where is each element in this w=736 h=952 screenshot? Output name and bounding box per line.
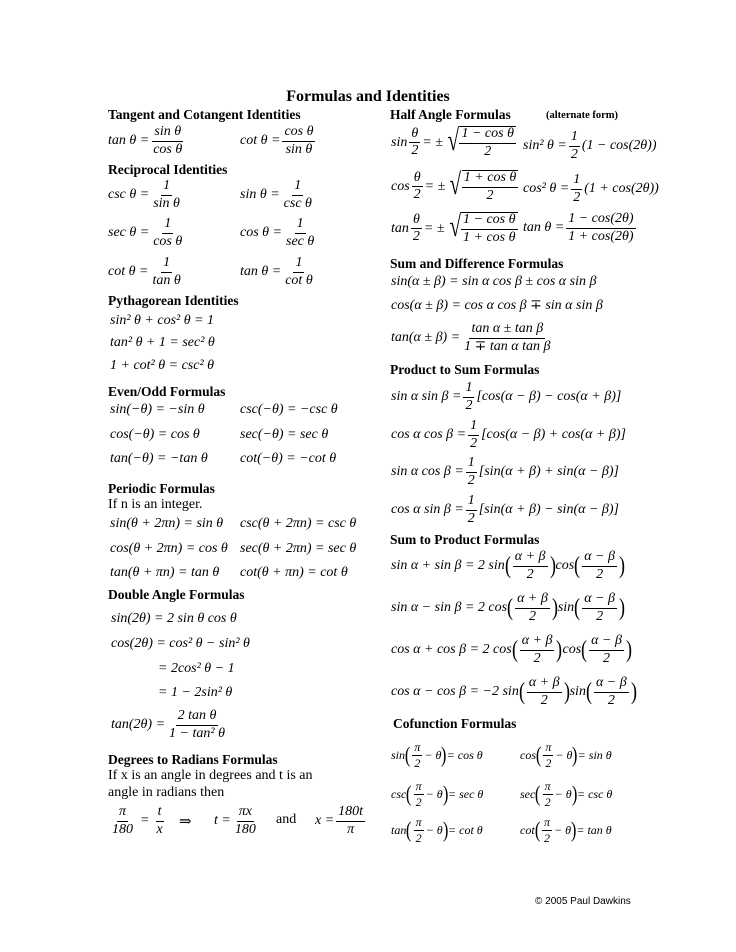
- formula-tan-def: tan θ = $\frac{\text{sin θ}}{\text{cos θ}}$: [108, 124, 183, 157]
- formula-ha-cos: cos $\frac{\theta}{2}$ = ± √ $\frac{\text{1 + cos θ}}{2}$: [391, 168, 517, 203]
- formula-sin-recip: sin θ = $\frac{1}{\text{csc θ}}$: [240, 178, 312, 211]
- formula-pe-cos: cos(θ + 2πn) = cos θ: [110, 541, 228, 556]
- formula-tan-recip: tan θ = $\frac{1}{\text{cot θ}}$: [240, 255, 313, 288]
- formula-cot: cot θ = $\frac{1}{\text{tan θ}}$: [108, 255, 181, 288]
- heading-cofunction: Cofunction Formulas: [393, 716, 517, 731]
- formula-pe-tan: tan(θ + πn) = tan θ: [110, 565, 220, 580]
- formula-cf-cot: cot ( $\frac{\pi}{2}$ − θ ) = tan θ: [520, 815, 612, 845]
- formula-ha-sin-alt: sin² θ = $\frac{1}{2}$ (1 − cos(2θ)): [523, 129, 657, 162]
- formula-ha-sin: sin $\frac{\theta}{2}$ = ± √ $\frac{\text{1 − cos θ}}{2}$: [391, 124, 514, 159]
- formula-eo-cot: cot(−θ) = −cot θ: [240, 451, 337, 466]
- formula-pe-sec: sec(θ + 2πn) = sec θ: [240, 541, 357, 556]
- formula-ps-4: cos α sin β = $\frac{1}{2}$ [sin(α + β) − sin(α − β)]: [391, 493, 619, 526]
- formula-eo-cos: cos(−θ) = cos θ: [110, 427, 200, 442]
- formula-eo-sin: sin(−θ) = −sin θ: [110, 402, 205, 417]
- heading-sum-product: Sum to Product Formulas: [390, 532, 540, 547]
- formula-sd-sin: sin(α ± β) = sin α cos β ± cos α sin β: [391, 274, 597, 289]
- heading-half-angle: Half Angle Formulas: [390, 107, 511, 122]
- formula-da-cos-alt1: = 2cos² θ − 1: [158, 661, 235, 676]
- copyright-footer: © 2005 Paul Dawkins: [535, 896, 631, 907]
- formula-ha-cos-alt: cos² θ = $\frac{1}{2}$ (1 + cos(2θ)): [523, 172, 659, 205]
- formula-csc: csc θ = $\frac{1}{\text{sin θ}}$: [108, 178, 180, 211]
- deg-rad-text-1: If x is an angle in degrees and t is an: [108, 768, 313, 783]
- formula-x-eq: x = $\frac{180t}{\pi}$: [315, 804, 364, 837]
- formula-cf-sec: sec ( $\frac{\pi}{2}$ − θ ) = csc θ: [520, 779, 613, 809]
- formula-deg-rad: $\frac{\pi}{180}$ = $\frac{t}{x}$: [112, 804, 163, 837]
- formula-cos-recip: cos θ = $\frac{1}{\text{sec θ}}$: [240, 216, 315, 249]
- formula-cf-cos: cos ( $\frac{\pi}{2}$ − θ ) = sin θ: [520, 740, 612, 770]
- heading-pythagorean: Pythagorean Identities: [108, 293, 239, 308]
- formula-sp-2: sin α − sin β = 2 cos ( $\frac{\alpha + \beta}{2}$ ) sin ( $\frac{\alpha - \beta}{2}$ ): [391, 591, 625, 624]
- formula-pe-cot: cot(θ + πn) = cot θ: [240, 565, 348, 580]
- formula-sp-1: sin α + sin β = 2 sin ( $\frac{\alpha + \beta}{2}$ ) cos ( $\frac{\alpha - \beta}{2}$ ): [391, 549, 625, 582]
- heading-reciprocal: Reciprocal Identities: [108, 162, 228, 177]
- formula-ha-tan-alt: tan θ = $\frac{1 - \cos(2\theta)}{1 + \cos(2\theta)}$: [523, 211, 634, 244]
- formula-cf-sin: sin ( $\frac{\pi}{2}$ − θ ) = cos θ: [391, 740, 483, 770]
- heading-even-odd: Even/Odd Formulas: [108, 384, 226, 399]
- formula-eo-sec: sec(−θ) = sec θ: [240, 427, 329, 442]
- formula-cf-csc: csc ( $\frac{\pi}{2}$ − θ ) = sec θ: [391, 779, 484, 809]
- formula-ps-3: sin α cos β = $\frac{1}{2}$ [sin(α + β) + sin(α − β)]: [391, 455, 619, 488]
- formula-sd-tan: tan(α ± β) = $\frac{\text{tan α ± tan β}}{\text{1 ∓ tan α tan β}}$: [391, 321, 551, 354]
- heading-deg-rad: Degrees to Radians Formulas: [108, 752, 278, 767]
- formula-pyth-2: tan² θ + 1 = sec² θ: [110, 335, 215, 350]
- formula-sd-cos: cos(α ± β) = cos α cos β ∓ sin α sin β: [391, 298, 603, 313]
- formula-sp-3: cos α + cos β = 2 cos ( $\frac{\alpha + \beta}{2}$ ) cos ( $\frac{\alpha - \beta}{2}$ ): [391, 633, 632, 666]
- formula-pe-csc: csc(θ + 2πn) = csc θ: [240, 516, 357, 531]
- page-title: Formulas and Identities: [286, 88, 450, 105]
- formula-sec: sec θ = $\frac{1}{\text{cos θ}}$: [108, 216, 183, 249]
- deg-rad-text-2: angle in radians then: [108, 785, 225, 800]
- formula-cf-tan: tan ( $\frac{\pi}{2}$ − θ ) = cot θ: [391, 815, 483, 845]
- formula-ps-1: sin α sin β = $\frac{1}{2}$ [cos(α − β) − cos(α + β)]: [391, 380, 622, 413]
- formula-da-tan: tan(2θ) = $\frac{\text{2 tan θ}}{\text{1 − tan² θ}}$: [111, 708, 225, 741]
- formula-da-cos-alt2: = 1 − 2sin² θ: [158, 685, 233, 700]
- formula-pyth-3: 1 + cot² θ = csc² θ: [110, 358, 215, 373]
- formula-t-eq: t = $\frac{\pi x}{180}$: [214, 804, 256, 837]
- heading-double-angle: Double Angle Formulas: [108, 587, 245, 602]
- formula-da-sin: sin(2θ) = 2 sin θ cos θ: [111, 611, 237, 626]
- formula-eo-tan: tan(−θ) = −tan θ: [110, 451, 208, 466]
- formula-eo-csc: csc(−θ) = −csc θ: [240, 402, 338, 417]
- and-word: and: [276, 812, 297, 827]
- alternate-form-label: (alternate form): [546, 110, 619, 121]
- periodic-note: If n is an integer.: [108, 497, 203, 512]
- formula-pyth-1: sin² θ + cos² θ = 1: [110, 313, 215, 328]
- heading-sum-diff: Sum and Difference Formulas: [390, 256, 564, 271]
- formula-cot-def: cot θ = $\frac{\text{cos θ}}{\text{sin θ}}$: [240, 124, 314, 157]
- heading-periodic: Periodic Formulas: [108, 481, 215, 496]
- implies-arrow: ⇒: [179, 814, 192, 830]
- formula-sp-4: cos α − cos β = −2 sin ( $\frac{\alpha + \beta}{2}$ ) sin ( $\frac{\alpha - \beta}{2}$ ): [391, 675, 637, 708]
- formula-ps-2: cos α cos β = $\frac{1}{2}$ [cos(α − β) + cos(α + β)]: [391, 418, 626, 451]
- formula-pe-sin: sin(θ + 2πn) = sin θ: [110, 516, 224, 531]
- heading-product-sum: Product to Sum Formulas: [390, 362, 540, 377]
- heading-tangent-cotangent: Tangent and Cotangent Identities: [108, 107, 301, 122]
- formula-da-cos: cos(2θ) = cos² θ − sin² θ: [111, 636, 250, 651]
- formula-ha-tan: tan $\frac{\theta}{2}$ = ± √ $\frac{\text{1 − cos θ}}{\text{1 + cos θ}}$: [391, 210, 516, 245]
